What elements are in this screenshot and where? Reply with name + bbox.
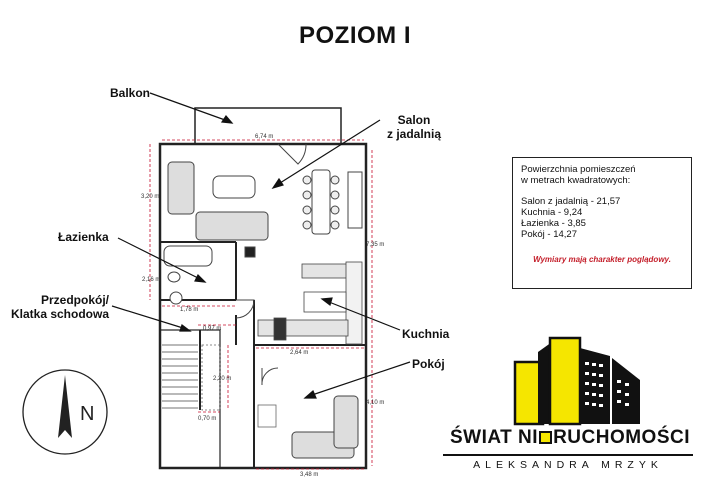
stair-area xyxy=(160,330,220,468)
kitchen-fixtures xyxy=(258,262,362,344)
disclaimer-note: Wymiary mają charakter poglądowy. xyxy=(533,255,671,264)
info-heading-line2: w metrach kwadratowych: xyxy=(521,175,631,186)
stairs xyxy=(162,345,276,427)
room-furniture xyxy=(292,396,358,458)
label-pokoj: Pokój xyxy=(412,357,445,371)
dim-salon-height: 3,20 m xyxy=(141,194,160,200)
dim-kitchen-width: 2,64 m xyxy=(290,350,309,356)
info-heading-line1: Powierzchnia pomieszczeń xyxy=(521,164,636,175)
area-row-lazienka: Łazienka - 3,85 xyxy=(521,218,586,229)
brand-name-part2: RUCHOMOŚCI xyxy=(553,427,691,448)
area-row-pokoj: Pokój - 14,27 xyxy=(521,229,577,240)
dim-top-width: 6,74 m xyxy=(255,134,274,140)
dim-bath-height: 2,16 m xyxy=(142,277,161,283)
dim-room-height: 4,10 m xyxy=(366,400,385,406)
dim-room-width: 3,48 m xyxy=(300,472,319,478)
dim-door-width: 0,97 m xyxy=(203,326,222,332)
area-info-box xyxy=(512,157,692,289)
brand-logo-graphic xyxy=(515,338,640,424)
bathroom-fixtures xyxy=(164,246,212,304)
dim-right-height: 7,35 m xyxy=(366,242,385,248)
label-lazienka: Łazienka xyxy=(58,230,109,244)
label-kuchnia: Kuchnia xyxy=(402,327,450,341)
brand-subtitle: ALEKSANDRA MRZYK xyxy=(473,459,663,471)
page-title: POZIOM I xyxy=(299,22,411,49)
label-przedpokoj-line1: Przedpokój/ xyxy=(40,293,109,307)
brand-e-block xyxy=(539,431,552,444)
north-label: N xyxy=(80,403,95,425)
dim-hall-width: 1,78 m xyxy=(180,307,199,313)
label-przedpokoj-line2: Klatka schodowa xyxy=(10,307,109,321)
label-balkon: Balkon xyxy=(110,86,151,100)
compass xyxy=(23,370,107,454)
dim-stair-width: 0,70 m xyxy=(198,416,217,422)
label-salon-line2: z jadalnią xyxy=(386,127,442,141)
brand-name xyxy=(440,427,700,449)
brand-name-part1: ŚWIAT NI xyxy=(449,427,539,448)
area-row-kuchnia: Kuchnia - 9,24 xyxy=(521,207,583,218)
brand-divider xyxy=(443,454,693,456)
dim-stair-height: 2,20 m xyxy=(213,376,232,382)
area-row-salon: Salon z jadalnią - 21,57 xyxy=(521,196,621,207)
label-salon-line1: Salon xyxy=(397,113,431,127)
